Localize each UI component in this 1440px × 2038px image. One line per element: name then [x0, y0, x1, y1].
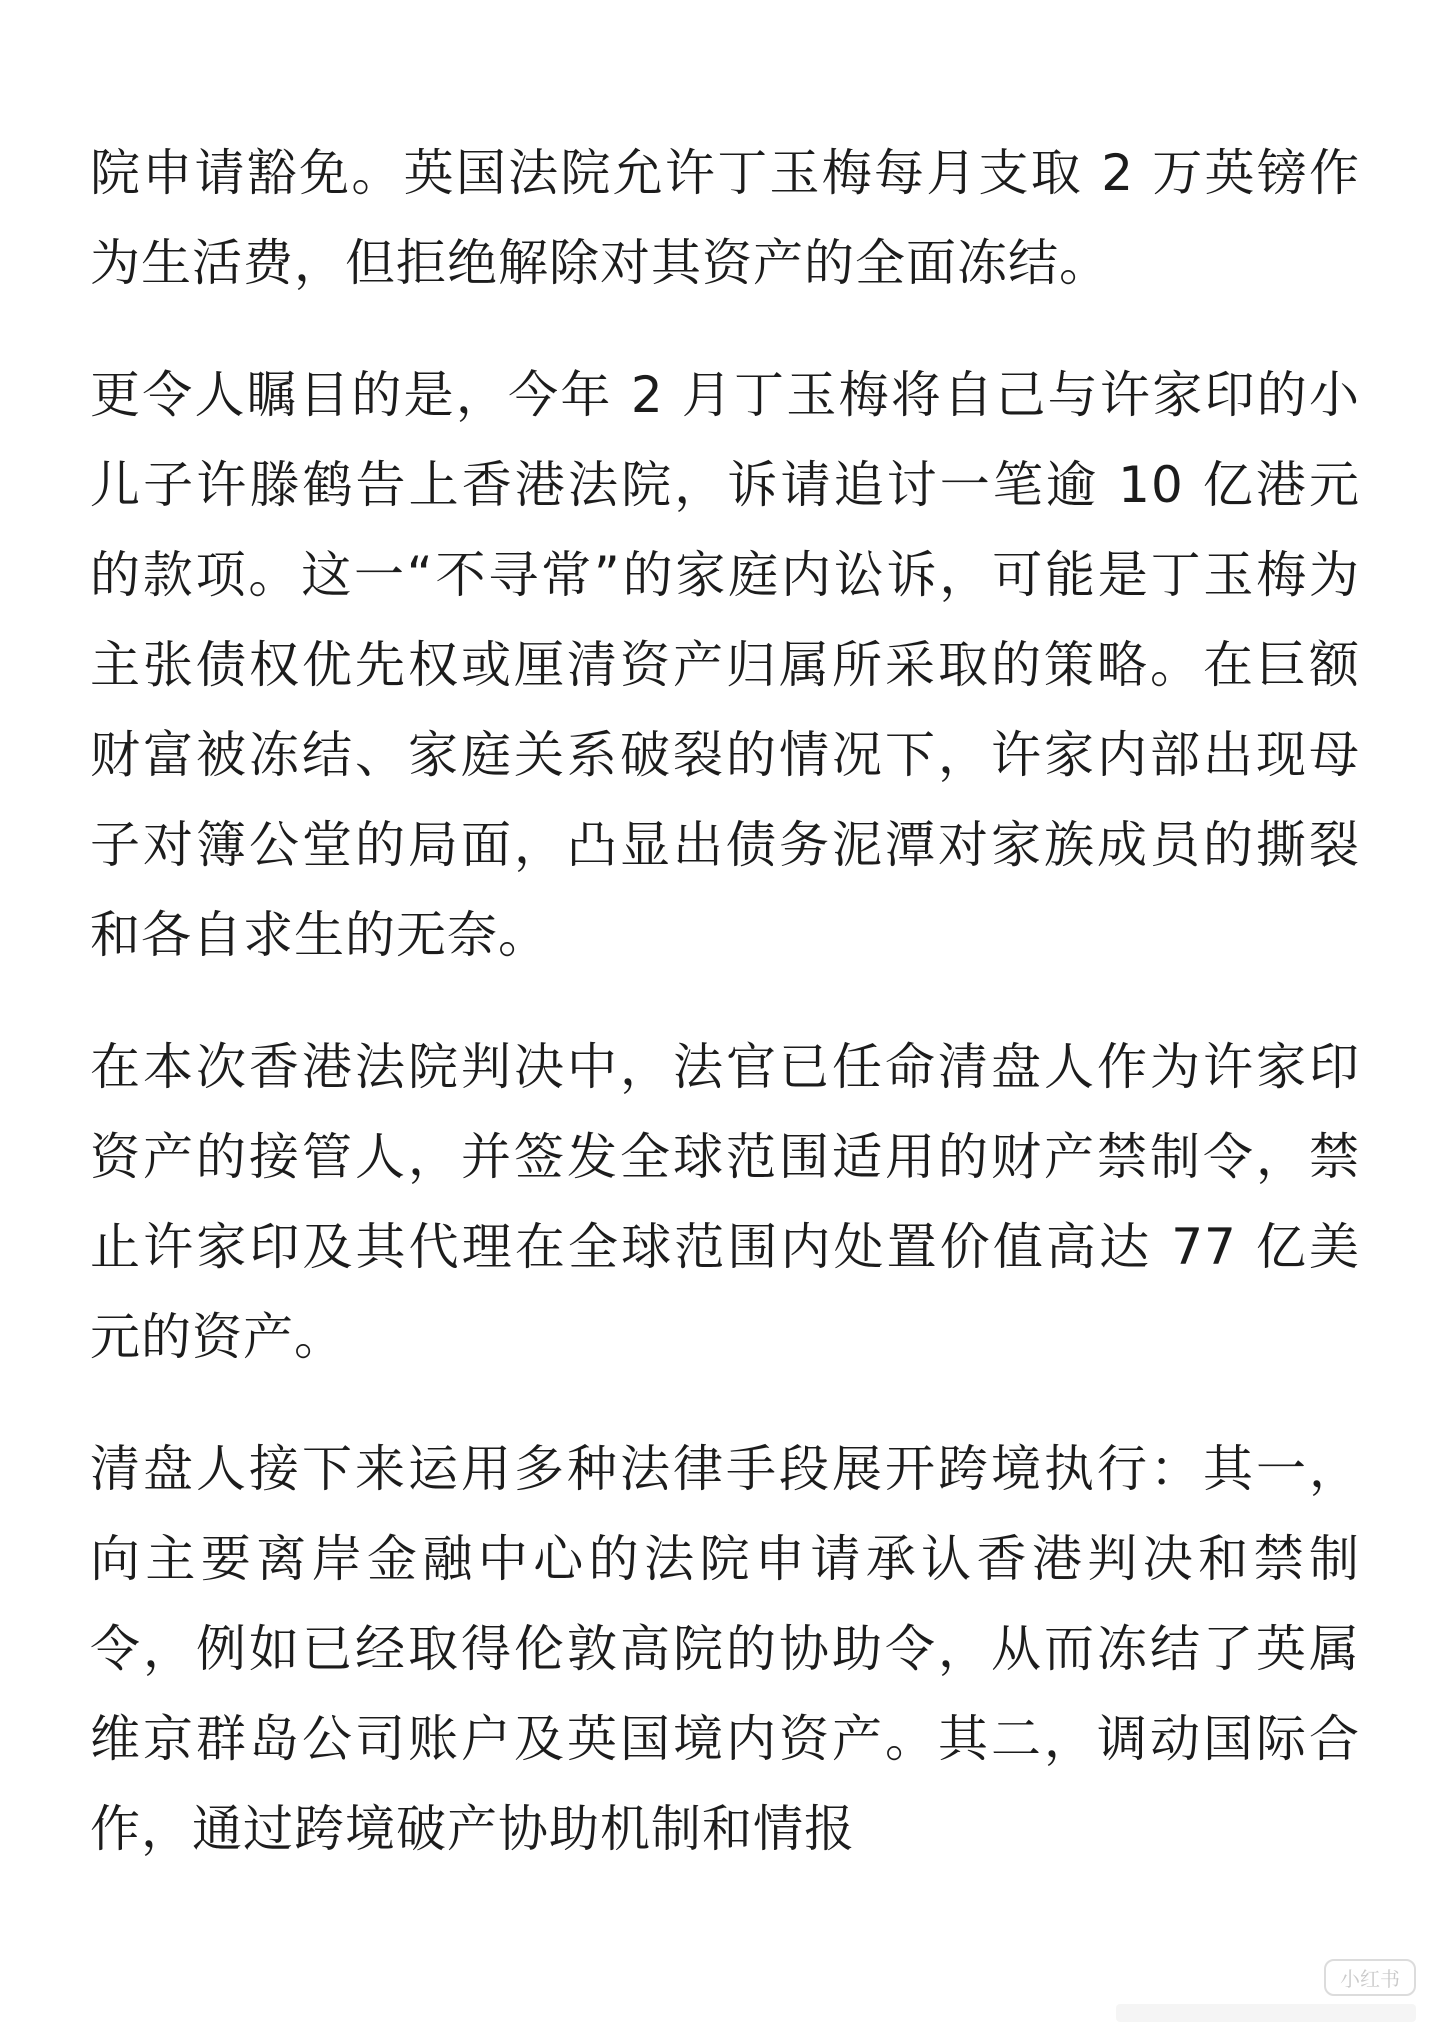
article-paragraph: 更令人瞩目的是，今年 2 月丁玉梅将自己与许家印的小儿子许滕鹤告上香港法院，诉请追讨一笔逾 10 亿港元的款项。这一“不寻常”的家庭内讼诉，可能是丁玉梅为主张债权优先权或厘清资产归属所采取的策略。在巨额财富被冻结、家庭关系破裂的情况下，许家内部出现母子对簿公堂的局面，凸显出债务泥潭对家族成员的撕裂和各自求生的无奈。 [90, 366, 1360, 964]
watermark [1116, 1959, 1416, 2022]
article-paragraph: 在本次香港法院判决中，法官已任命清盘人作为许家印资产的接管人，并签发全球范围适用的财产禁制令，禁止许家印及其代理在全球范围内处置价值高达 77 亿美元的资产。 [90, 1038, 1360, 1366]
article-paragraph: 院申请豁免。英国法院允许丁玉梅每月支取 2 万英镑作为生活费，但拒绝解除对其资产的全面冻结。 [90, 144, 1360, 292]
watermark-logo: 小红书 [1324, 1959, 1416, 1996]
article-paragraph: 清盘人接下来运用多种法律手段展开跨境执行：其一，向主要离岸金融中心的法院申请承认香港判决和禁制令，例如已经取得伦敦高院的协助令，从而冻结了英属维京群岛公司账户及英国境内资产。其二，调动国际合作，通过跨境破产协助机制和情报 [90, 1440, 1360, 1858]
watermark-id-line [1116, 2004, 1416, 2022]
article-body [90, 128, 1360, 1916]
